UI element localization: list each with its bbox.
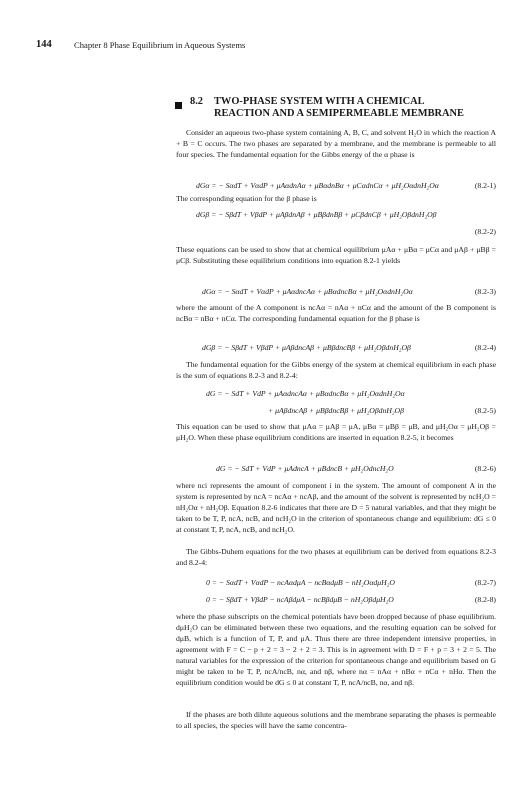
paragraph-text: The fundamental equation for the Gibbs energy of the system at chemical equilibrium in each phase is the sum of equations 8.2-3 and 8.2-4: bbox=[176, 360, 496, 380]
paragraph bbox=[176, 611, 496, 688]
equation bbox=[176, 210, 496, 221]
equation-expression: dGα = − SαdT + VαdP + μAαdncAα + μBαdncBα + μH₂OαdnH₂Oα bbox=[202, 287, 413, 296]
equation-expression: dG = − SdT + VdP + μAdncA + μBdncB + μH₂OdncH₂O bbox=[216, 464, 394, 473]
equation-expression: dG = − SdT + VdP + μAαdncAα + μBαdncBα + μH₂OαdnH₂Oα bbox=[206, 389, 405, 398]
equation-number: (8.2-7) bbox=[474, 578, 496, 587]
running-chapter-title: Chapter 8 Phase Equilibrium in Aqueous Systems bbox=[74, 40, 246, 50]
equation-number: (8.2-2) bbox=[474, 227, 496, 236]
paragraph bbox=[176, 480, 496, 535]
paragraph bbox=[176, 244, 496, 266]
equation-expression: dGβ = − SβdT + VβdP + μAβdnAβ + μBβdnBβ + μCβdnCβ + μH₂OβdnH₂Oβ bbox=[196, 210, 437, 219]
page-number: 144 bbox=[36, 39, 52, 50]
paragraph bbox=[176, 193, 496, 204]
equation-number: (8.2-3) bbox=[474, 287, 496, 296]
paragraph-text: where nci represents the amount of component i in the system. The amount of component A in the system is represented by ncA = ncAα + ncAβ, and the amount of the solvent is represented by ncH₂O = nH₂Oα + nH₂Oβ. Equation 8.2-6 indicates that there are D = 5 natural variables, and that they might be taken to be T, P, ncA, ncB, and ncH₂O in the criterion of spontaneous change and equilibrium: dG ≤ 0 at constant T, P, ncA, ncB, and ncH₂O. bbox=[176, 481, 496, 534]
section-bullet-icon bbox=[175, 102, 182, 109]
equation-number: (8.2-6) bbox=[474, 464, 496, 473]
equation-expression: dGα = − SαdT + VαdP + μAαdnAα + μBαdnBα + μCαdnCα + μH₂OαdnH₂Oα bbox=[196, 181, 439, 190]
paragraph-text: Consider an aqueous two-phase system containing A, B, C, and solvent H₂O in which the reaction A + B = C occurs. The two phases are separated by a membrane, and the membrane is permeable to all four species. The fundamental equation for the Gibbs energy of the α phase is bbox=[176, 128, 496, 159]
equation-number: (8.2-1) bbox=[474, 181, 496, 190]
equation bbox=[176, 181, 496, 192]
paragraph-text: The corresponding equation for the β phase is bbox=[176, 194, 317, 203]
paragraph bbox=[176, 127, 496, 160]
equation-expression: 0 = − SβdT + VβdP − ncAβdμA − ncBβdμB − nH₂OβdμH₂O bbox=[206, 595, 394, 604]
equation bbox=[176, 389, 496, 400]
section-title bbox=[214, 96, 494, 120]
equation-number: (8.2-5) bbox=[474, 406, 496, 415]
equation bbox=[176, 343, 496, 354]
paragraph bbox=[176, 709, 496, 731]
paragraph-text: The Gibbs-Duhem equations for the two phases at equilibrium can be derived from equations 8.2-3 and 8.2-4: bbox=[176, 547, 496, 567]
equation-number-row bbox=[176, 227, 496, 238]
equation-number: (8.2-4) bbox=[474, 343, 496, 352]
equation-number: (8.2-8) bbox=[474, 595, 496, 604]
paragraph-text: where the phase subscripts on the chemical potentials have been dropped because of phase equilibrium. dμH₂O can be eliminated between these two equations, and the resulting equation can be solved for dμB, which is a function of T, P, and μA. Thus there are three independent intensive properties, in agreement with F = C − p + 2 = 3 − 2 + 2 = 3. This is in agreement with D = F + p = 3 + 2 = 5. The natural variables for the expression of the criterion for spontaneous change and equilibrium based on G might be taken to be T, P, ncA/ncB, nα, and nβ, where nα = nAα + nBα + nCα + nHα. Then the equilibrium condition would be dG ≤ 0 at constant T, P, ncA/ncB, nα, and nβ. bbox=[176, 612, 496, 687]
paragraph bbox=[176, 546, 496, 568]
section-title-line: TWO-PHASE SYSTEM WITH A CHEMICAL bbox=[214, 96, 425, 107]
equation bbox=[176, 406, 496, 417]
paragraph bbox=[176, 302, 496, 324]
paragraph bbox=[176, 359, 496, 381]
section-title-line: REACTION AND A SEMIPERMEABLE MEMBRANE bbox=[214, 108, 464, 119]
equation-expression: 0 = − SαdT + VαdP − ncAαdμA − ncBαdμB − nH₂OαdμH₂O bbox=[206, 578, 395, 587]
equation-expression: dGβ = − SβdT + VβdP + μAβdncAβ + μBβdncBβ + μH₂OβdnH₂Oβ bbox=[202, 343, 411, 352]
equation bbox=[176, 595, 496, 606]
equation bbox=[176, 578, 496, 589]
paragraph bbox=[176, 421, 496, 443]
equation bbox=[176, 464, 496, 475]
paragraph-text: This equation can be used to show that μAα = μAβ = μA, μBα = μBβ = μB, and μH₂Oα = μH₂Oβ = μH₂O. When these phase equilibrium conditions are inserted in equation 8.2-5, it becomes bbox=[176, 422, 496, 442]
paragraph-text: If the phases are both dilute aqueous solutions and the membrane separating the phases is permeable to all species, the species will have the same concentra- bbox=[176, 710, 496, 730]
paragraph-text: where the amount of the A component is ncAα = nAα + nCα and the amount of the B component is ncBα = nBα + nCα. The corresponding fundamental equation for the β phase is bbox=[176, 303, 496, 323]
equation bbox=[176, 287, 496, 298]
equation-expression: + μAβdncAβ + μBβdncBβ + μH₂OβdnH₂Oβ bbox=[268, 406, 404, 415]
page-header bbox=[36, 39, 496, 53]
paragraph-text: These equations can be used to show that at chemical equilibrium μAα + μBα = μCα and μAβ + μBβ = μCβ. Substituting these equilibrium conditions into equation 8.2-1 yields bbox=[176, 245, 496, 265]
section-number: 8.2 bbox=[190, 96, 203, 107]
